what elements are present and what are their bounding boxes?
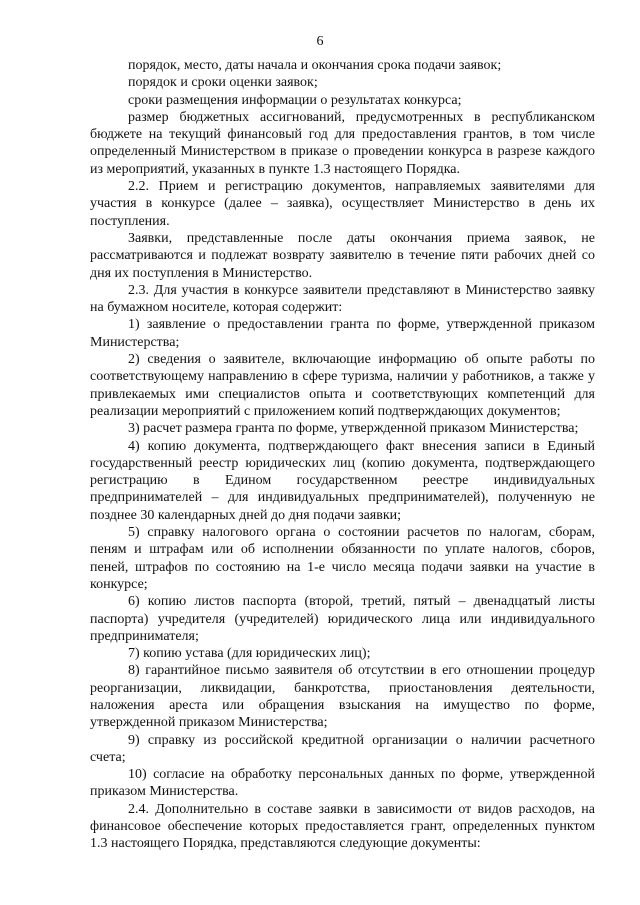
paragraph-budget-allocations: размер бюджетных ассигнований, предусмотренных в республиканском бюджете на текущий финансовый год для предоставления грантов, в том числе определенный Министерством в приказе о проведении конкурса в разрезе каждого из мероприятий, указанных в пункте 1.3 настоящего Порядка. xyxy=(90,109,595,177)
paragraph-item-1: 1) заявление о предоставлении гранта по форме, утвержденной приказом Министерства; xyxy=(90,317,595,350)
paragraph-section-2-2: 2.2. Прием и регистрацию документов, направляемых заявителями для участия в конкурсе (далее – заявка), осуществляет Министерство в день их поступления. xyxy=(90,179,595,229)
paragraph-section-2-4: 2.4. Дополнительно в составе заявки в зависимости от видов расходов, на финансовое обеспечение которых предоставляется грант, определенных пунктом 1.3 настоящего Порядка, представляются следующие документы: xyxy=(90,801,595,852)
paragraph-list-item-results-publication: сроки размещения информации о результатах конкурса; xyxy=(128,92,462,108)
paragraph-item-6: 6) копию листов паспорта (второй, третий, пятый – двенадцатый листы паспорта) учредителя (учредителей) юридического лица или индивидуального предпринимателя; xyxy=(90,594,595,644)
paragraph-late-applications: Заявки, представленные после даты окончания приема заявок, не рассматриваются и подлежат возврату заявителю в течение пяти рабочих дней со дня их поступления в Министерство. xyxy=(90,230,595,281)
document-body xyxy=(90,57,595,853)
paragraph-item-7: 7) копию устава (для юридических лиц); xyxy=(128,646,371,662)
paragraph-item-3: 3) расчет размера гранта по форме, утвержденной приказом Министерства; xyxy=(128,421,579,437)
paragraph-list-item-evaluation: порядок и сроки оценки заявок; xyxy=(128,75,318,91)
paragraph-item-4: 4) копию документа, подтверждающего факт внесения записи в Единый государственный реестр юридических лиц (копию документа, подтверждающего регистрацию в Едином государственном реестре индивидуальных предпринимателей – для индивидуальных предпринимателей), полученную не позднее 30 календарных дней до дня подачи заявки; xyxy=(90,438,595,523)
paragraph-section-2-3: 2.3. Для участия в конкурсе заявители представляют в Министерство заявку на бумажном носителе, которая содержит: xyxy=(90,282,595,316)
paragraph-item-9: 9) справку из российской кредитной организации о наличии расчетного счета; xyxy=(90,732,595,765)
page-number: 6 xyxy=(316,34,324,49)
paragraph-item-5: 5) справку налогового органа о состоянии расчетов по налогам, сборам, пеням и штрафам или об исполнении обязанности по уплате налогов, сборов, пеней, штрафов по состоянию на 1-е число месяца подачи заявки на участие в конкурсе; xyxy=(90,525,595,592)
paragraph-list-item-procedure-dates: порядок, место, даты начала и окончания срока подачи заявок; xyxy=(128,58,502,73)
paragraph-item-8: 8) гарантийное письмо заявителя об отсутствии в его отношении процедур реорганизации, ликвидации, банкротства, приостановления деятельности, наложения ареста или обращения взыскания на имущество по форме, утвержденной приказом Министерства; xyxy=(90,663,595,731)
paragraph-item-10: 10) согласие на обработку персональных данных по форме, утвержденной приказом Министерства. xyxy=(90,767,595,800)
paragraph-item-2: 2) сведения о заявителе, включающие информацию об опыте работы по соответствующему направлению в сфере туризма, наличии у работников, а также у привлекаемых ими специалистов опыта и соответствующих компетенций для реализации мероприятий с приложением копий подтверждающих документов; xyxy=(90,352,595,419)
